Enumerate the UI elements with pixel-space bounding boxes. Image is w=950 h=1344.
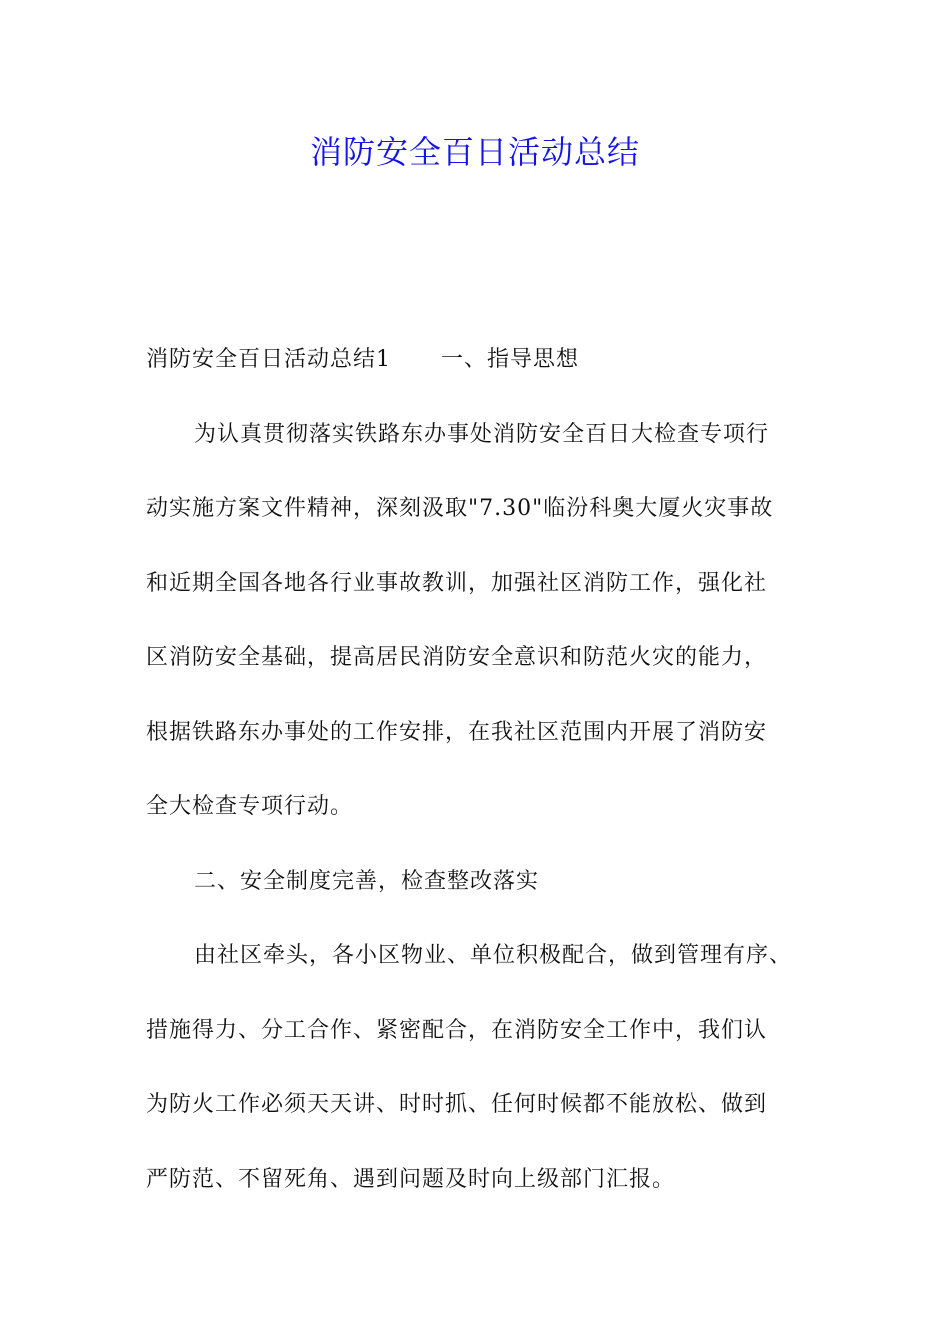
document-title: 消防安全百日活动总结 — [309, 133, 640, 171]
paragraph-line: 为防火工作必须天天讲、时时抓、任何时候都不能放松、做到 — [146, 1092, 768, 1117]
paragraph-line: 由社区牵头，各小区物业、单位积极配合，做到管理有序、 — [194, 943, 793, 968]
section-heading-1: 一、指导思想 — [441, 347, 580, 372]
paragraph-line: 全大检查专项行动。 — [146, 794, 354, 819]
paragraph-line: 区消防安全基础，提高居民消防安全意识和防范火灾的能力， — [146, 645, 768, 670]
subtitle-text: 消防安全百日活动总结1 — [146, 347, 391, 372]
paragraph-line: 措施得力、分工合作、紧密配合，在消防安全工作中，我们认 — [146, 1018, 768, 1043]
paragraph-line: 和近期全国各地各行业事故教训，加强社区消防工作，强化社 — [146, 571, 768, 596]
paragraph-line: 根据铁路东办事处的工作安排，在我社区范围内开展了消防安 — [146, 720, 768, 745]
section-heading-row — [146, 345, 836, 375]
section-heading-2: 二、安全制度完善，检查整改落实 — [194, 869, 540, 894]
paragraph-line: 严防范、不留死角、遇到问题及时向上级部门汇报。 — [146, 1167, 676, 1192]
paragraph-line: 动实施方案文件精神，深刻汲取"7.30"临汾科奥大厦火灾事故 — [146, 496, 774, 521]
paragraph-line: 为认真贯彻落实铁路东办事处消防安全百日大检查专项行 — [194, 422, 770, 447]
